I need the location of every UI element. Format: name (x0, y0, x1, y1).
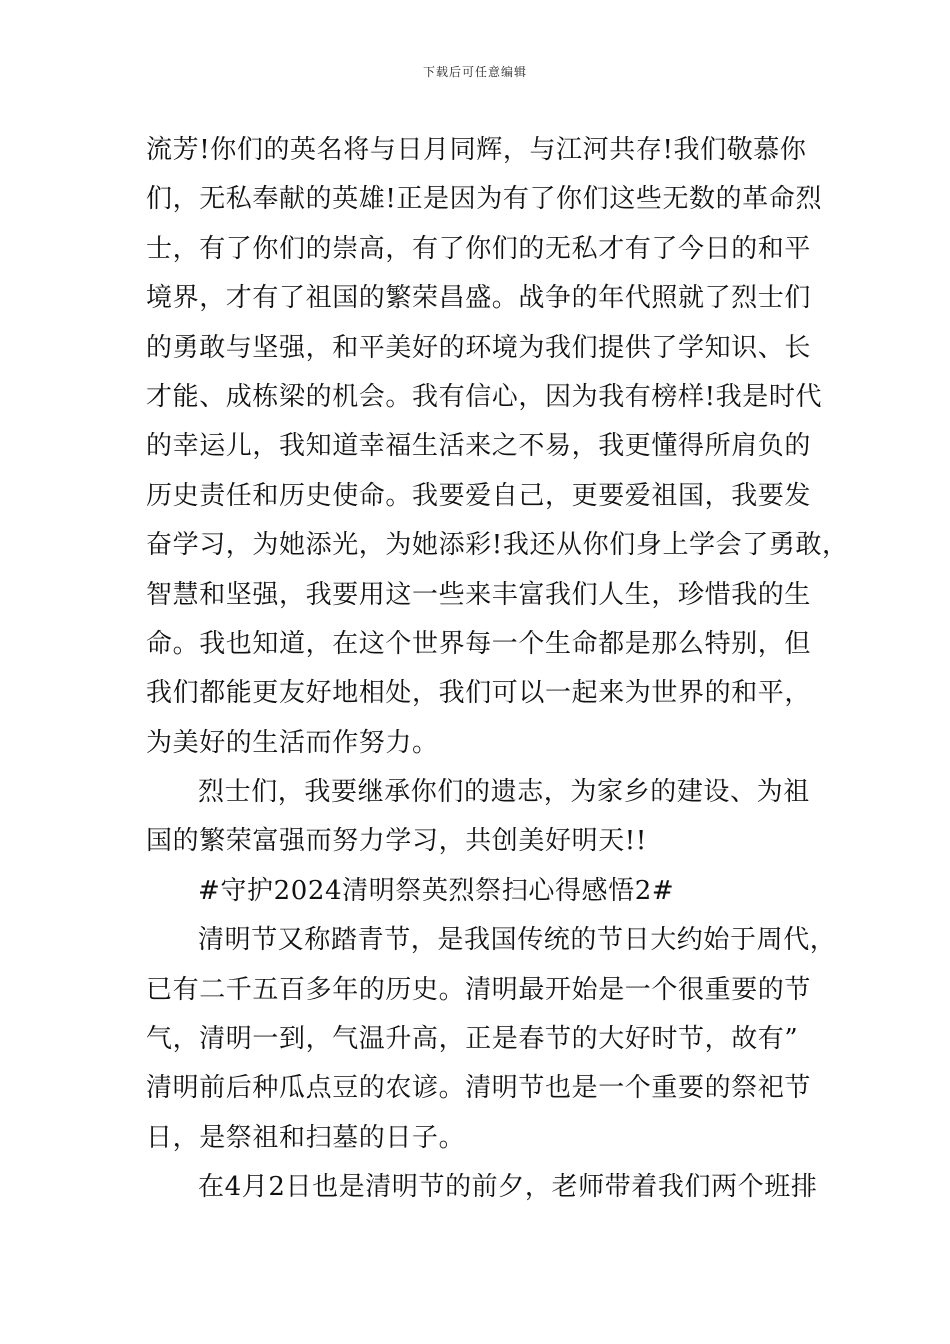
paragraph-first-line: 烈士们，我要继承你们的遗志，为家乡的建设、为祖 (198, 777, 810, 808)
text-line: 已有二千五百多年的历史。清明最开始是一个很重要的节 (146, 974, 812, 1005)
paragraph-first-line: 在4月2日也是清明节的前夕，老师带着我们两个班排 (198, 1172, 818, 1203)
text-line: 智慧和坚强，我要用这一些来丰富我们人生，珍惜我的生 (146, 579, 812, 610)
text-line: 流芳!你们的英名将与日月同辉，与江河共存!我们敬慕你 (146, 135, 807, 165)
section-heading: #守护2024清明祭英烈祭扫心得感悟2# (198, 875, 675, 906)
text-line: 国的繁荣富强而努力学习，共创美好明天!! (146, 826, 647, 857)
document-body (146, 126, 849, 1213)
text-line: 境界，才有了祖国的繁荣昌盛。战争的年代照就了烈士们 (146, 283, 812, 314)
text-line: 清明前后种瓜点豆的农谚。清明节也是一个重要的祭祀节 (146, 1073, 812, 1104)
page-header-note: 下载后可任意编辑 (422, 65, 527, 79)
text-line: 历史责任和历史使命。我要爱自己，更要爱祖国，我要发 (146, 480, 812, 511)
text-line: 才能、成栋梁的机会。我有信心，因为我有榜样!我是时代 (146, 381, 823, 412)
text-line: 的勇敢与坚强，和平美好的环境为我们提供了学知识、长 (146, 332, 812, 363)
text-line: 们，无私奉献的英雄!正是因为有了你们这些无数的革命烈 (146, 184, 823, 215)
text-line: 气，清明一到，气温升高，正是春节的大好时节，故有” (146, 1024, 799, 1055)
text-line: 奋学习，为她添光，为她添彩!我还从你们身上学会了勇敢， (146, 530, 849, 561)
text-line: 士，有了你们的崇高，有了你们的无私才有了今日的和平 (146, 233, 812, 264)
text-line: 为美好的生活而作努力。 (146, 727, 439, 758)
text-line: 我们都能更友好地相处，我们可以一起来为世界的和平， (146, 678, 812, 709)
text-line: 命。我也知道，在这个世界每一个生命都是那么特别，但 (146, 628, 812, 659)
paragraph-first-line: 清明节又称踏青节，是我国传统的节日大约始于周代， (198, 925, 837, 956)
text-line: 日，是祭祖和扫墓的日子。 (146, 1122, 466, 1153)
text-line: 的幸运儿，我知道幸福生活来之不易，我更懂得所肩负的 (146, 431, 812, 462)
